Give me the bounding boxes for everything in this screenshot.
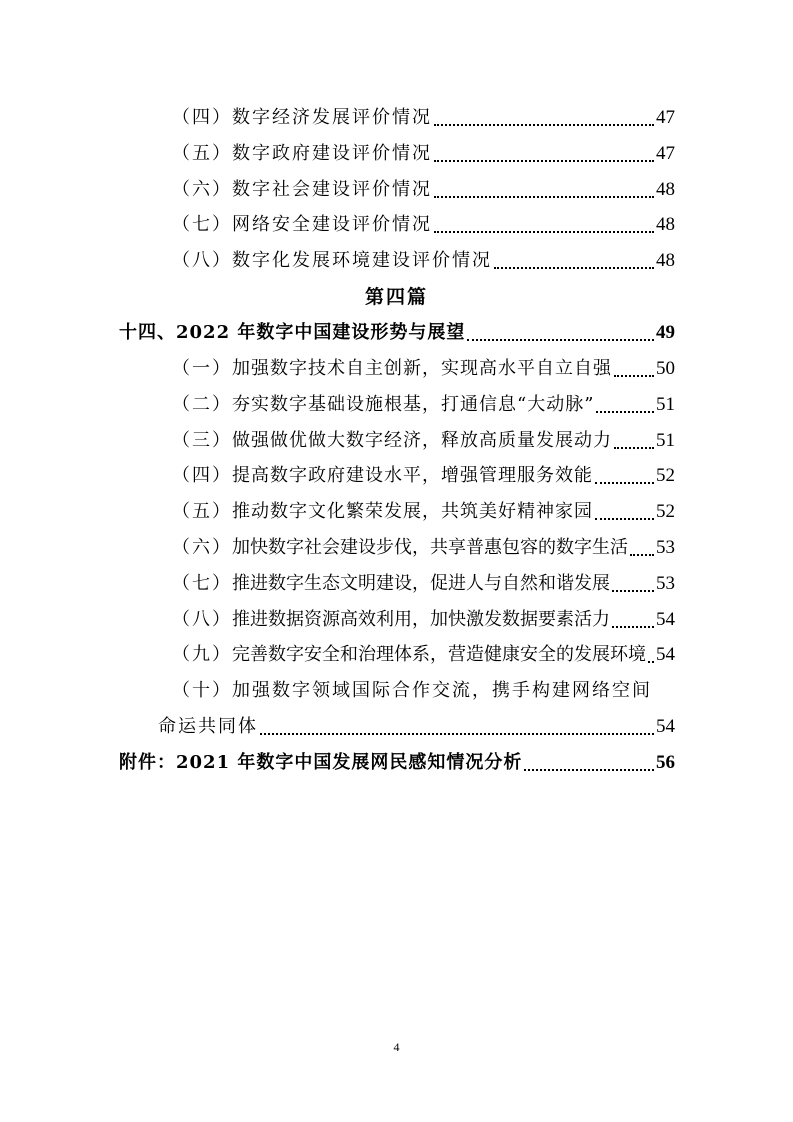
toc-entry-page: 48 [656, 250, 675, 271]
toc-entry-number: （五） [172, 501, 232, 522]
toc-chapter-page: 49 [656, 322, 675, 343]
dot-leader [467, 318, 654, 348]
toc-entry[interactable] [172, 533, 675, 563]
toc-entry-title: 提高数字政府建设水平，增强管理服务效能 [232, 465, 593, 486]
toc-entry[interactable] [172, 103, 675, 133]
dot-leader [595, 497, 654, 527]
toc-entry-page: 53 [656, 573, 675, 594]
toc-entry-page: 50 [656, 358, 675, 379]
toc-entry-number: （五） [172, 143, 232, 164]
toc-entry-title: 做强做优做大数字经济，释放高质量发展动力 [232, 430, 612, 451]
dot-leader [595, 461, 654, 491]
toc-entry-number: （三） [172, 430, 232, 451]
dot-leader [434, 175, 654, 205]
toc-entry-number: （一） [172, 358, 232, 379]
toc-appendix-page: 56 [656, 752, 675, 773]
toc-entry-number: （七） [172, 573, 232, 594]
toc-entry-page: 48 [656, 214, 675, 235]
toc-appendix-entry[interactable] [119, 748, 675, 778]
toc-entry-title: 数字社会建设评价情况 [232, 179, 432, 200]
dot-leader [434, 103, 654, 133]
dot-leader [434, 210, 654, 240]
dot-leader [630, 533, 654, 563]
dot-leader [494, 246, 654, 276]
toc-entry-title: 推动数字文化繁荣发展，共筑美好精神家园 [232, 501, 593, 522]
toc-entry-page: 54 [656, 644, 675, 665]
dot-leader [648, 640, 654, 670]
dot-leader [612, 569, 654, 599]
toc-entry-title: 夯实数字基础设施根基，打通信息“大动脉” [232, 394, 595, 415]
toc-entry-title: 完善数字安全和治理体系，营造健康安全的发展环境 [232, 644, 646, 665]
toc-entry-title: 加强数字领域国际合作交流，携手构建网络空间 [232, 680, 652, 701]
toc-entry-number: （八） [172, 609, 232, 630]
toc-entry-wrapped-first-line[interactable] [172, 676, 652, 706]
toc-entry-number: （八） [172, 250, 232, 271]
toc-entry[interactable] [172, 640, 675, 670]
toc-entry[interactable] [172, 246, 675, 276]
toc-entry-title: 加快数字社会建设步伐，共享普惠包容的数字生活 [232, 537, 628, 558]
toc-entry-title: 网络安全建设评价情况 [232, 214, 432, 235]
toc-entry-number: （七） [172, 214, 232, 235]
toc-entry-title: 加强数字技术自主创新，实现高水平自立自强 [232, 358, 612, 379]
toc-entry-number: （四） [172, 465, 232, 486]
toc-entry[interactable] [172, 605, 675, 635]
toc-chapter-title: 十四、2022 年数字中国建设形势与展望 [119, 322, 466, 343]
toc-entry-number: （十） [172, 680, 232, 701]
dot-leader [434, 139, 654, 169]
toc-entry[interactable] [172, 390, 675, 420]
toc-entry-page: 52 [656, 465, 675, 486]
toc-entry-page: 54 [656, 716, 675, 737]
toc-entry-page: 51 [656, 430, 675, 451]
dot-leader [260, 712, 654, 742]
toc-entry-title: 数字政府建设评价情况 [232, 143, 432, 164]
toc-entry-title: 推进数据资源高效利用，加快激发数据要素活力 [232, 609, 610, 630]
toc-entry-title-continued: 命运共同体 [158, 716, 258, 737]
toc-entry-number: （四） [172, 107, 232, 128]
toc-entry-page: 53 [656, 537, 675, 558]
toc-entry-page: 52 [656, 501, 675, 522]
toc-entry[interactable] [172, 461, 675, 491]
toc-entry-page: 48 [656, 179, 675, 200]
toc-entry-title: 推进数字生态文明建设，促进人与自然和谐发展 [232, 573, 610, 594]
dot-leader [614, 426, 654, 456]
toc-entry[interactable] [172, 210, 675, 240]
toc-entry-number: （九） [172, 644, 232, 665]
toc-appendix-title: 附件：2021 年数字中国发展网民感知情况分析 [119, 752, 523, 773]
toc-entry-page: 47 [656, 107, 675, 128]
toc-entry[interactable] [172, 354, 675, 384]
dot-leader [612, 605, 654, 635]
toc-entry-page: 47 [656, 143, 675, 164]
toc-entry-title: 数字化发展环境建设评价情况 [232, 250, 492, 271]
toc-entry-number: （六） [172, 537, 232, 558]
toc-entry-title: 数字经济发展评价情况 [232, 107, 432, 128]
toc-entry[interactable] [172, 139, 675, 169]
toc-entry[interactable] [172, 426, 675, 456]
dot-leader [614, 354, 654, 384]
toc-chapter-entry[interactable] [119, 318, 675, 348]
toc-entry-wrapped-second-line[interactable] [158, 712, 675, 742]
dot-leader [596, 390, 654, 420]
part-title: 第四篇 [364, 286, 428, 308]
toc-entry[interactable] [172, 497, 675, 527]
toc-entry-number: （二） [172, 394, 232, 415]
toc-entry-page: 51 [656, 394, 675, 415]
toc-entry-page: 54 [656, 609, 675, 630]
toc-entry[interactable] [172, 569, 675, 599]
page-number: 4 [393, 1040, 400, 1054]
toc-entry-number: （六） [172, 179, 232, 200]
toc-entry[interactable] [172, 175, 675, 205]
dot-leader [524, 748, 654, 778]
